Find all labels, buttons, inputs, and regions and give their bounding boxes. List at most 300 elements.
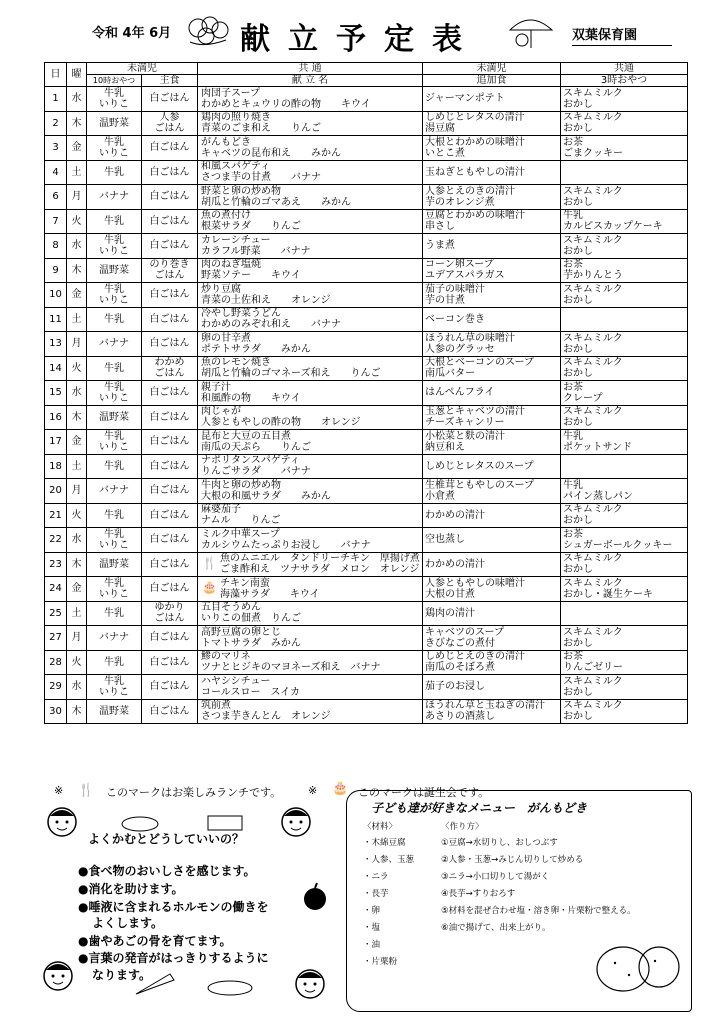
- extra-cell-line: コーン卵スープ: [425, 259, 494, 271]
- weekday-cell: [67, 258, 87, 283]
- snack3-cell-line: おかし: [563, 123, 593, 135]
- snack10-cell: [87, 307, 142, 332]
- weekday-cell: [67, 626, 87, 651]
- staple-cell: [142, 332, 198, 357]
- snack10-cell-line: 牛乳: [104, 362, 124, 374]
- extra-cell: [423, 479, 561, 504]
- snack10-cell-line: いりこ: [99, 441, 129, 453]
- day-cell: [45, 332, 67, 357]
- apple-icon: [300, 882, 330, 912]
- day-cell-line: 10: [49, 289, 62, 301]
- snack3-cell-line: おかし: [563, 686, 593, 698]
- extra-cell: [423, 87, 561, 112]
- weekday-cell-line: 火: [71, 656, 82, 668]
- child-umbrella-icon: [500, 14, 560, 54]
- menu-cell: [198, 307, 423, 332]
- day-cell: [45, 577, 67, 602]
- day-cell-line: 1: [52, 93, 59, 105]
- snack10-cell: [87, 552, 142, 577]
- snack3-cell: [561, 430, 688, 455]
- day-cell-line: 21: [49, 509, 62, 521]
- staple-cell: [142, 405, 198, 430]
- step-item: ③ニラ→小口切りして湯がく: [441, 872, 550, 882]
- weekday-cell-line: 木: [71, 705, 82, 717]
- snack10-cell-line: いりこ: [99, 294, 129, 306]
- staple-cell: [142, 381, 198, 406]
- snack3-cell-line: 牛乳: [563, 430, 583, 442]
- ingredient-item: ・油: [363, 940, 381, 950]
- table-row: [45, 136, 688, 161]
- weekday-cell-line: 土: [71, 460, 82, 472]
- day-cell: [45, 87, 67, 112]
- snack3-cell-line: スキムミルク: [563, 406, 623, 418]
- weekday-cell: [67, 136, 87, 161]
- snack3-cell-line: ポケットサンド: [563, 441, 632, 453]
- day-cell: [45, 381, 67, 406]
- weekday-cell: [67, 332, 87, 357]
- snack3-cell-line: スキムミルク: [563, 626, 623, 638]
- step-item: ⑤材料を混ぜ合わせ塩・溶き卵・片栗粉で整える。: [441, 906, 636, 916]
- menu-cell: [198, 552, 423, 577]
- snack10-cell-line: 牛乳: [104, 234, 124, 246]
- menu-table: [44, 62, 688, 724]
- day-cell-line: 15: [49, 387, 62, 399]
- staple-cell: [142, 699, 198, 724]
- day-cell: [45, 356, 67, 381]
- snack10-cell: [87, 577, 142, 602]
- menu-cell-line: 胡瓜と竹輪のゴマあえ みかん: [201, 196, 351, 208]
- snack10-cell: [87, 405, 142, 430]
- snack3-cell-line: スキムミルク: [563, 283, 623, 295]
- day-cell: [45, 626, 67, 651]
- staple-cell: [142, 601, 198, 626]
- menu-cell-line: ツナとヒジキのマヨネーズ和え バナナ: [201, 662, 381, 674]
- staple-cell-line: 白ごはん: [149, 485, 190, 497]
- weekday-cell-line: 火: [71, 215, 82, 227]
- snack10-cell-line: バナナ: [99, 632, 129, 644]
- cake-icon: 🎂: [202, 580, 217, 594]
- extra-cell-line: 人参とえのきの清汁: [425, 185, 515, 197]
- staple-cell-line: 白ごはん: [149, 289, 190, 301]
- snack10-cell: [87, 626, 142, 651]
- day-cell: [45, 454, 67, 479]
- extra-cell-line: 南瓜のそぼろ煮: [425, 662, 495, 674]
- snack10-cell: [87, 650, 142, 675]
- table-row: [45, 185, 688, 210]
- menu-cell-line: 南瓜の天ぷら りんご: [201, 441, 311, 453]
- menu-cell-line: 胡瓜と竹輪のゴマネーズ和え りんご: [201, 368, 381, 380]
- snack10-cell: [87, 381, 142, 406]
- menu-cell-line: 人参ともやしの酢の物 オレンジ: [201, 417, 361, 429]
- snack3-cell: [561, 111, 688, 136]
- day-cell: [45, 111, 67, 136]
- steps-head: 〈作り方〉: [441, 822, 484, 832]
- day-cell: [45, 650, 67, 675]
- weekday-cell-line: 金: [71, 583, 82, 595]
- chew-title: よくかむとどうしていいの？: [88, 832, 245, 846]
- weekday-cell: [67, 283, 87, 308]
- extra-cell-line: うま煮: [425, 240, 455, 252]
- snack10-cell: [87, 699, 142, 724]
- weekday-cell: [67, 479, 87, 504]
- staple-cell-line: 白ごはん: [149, 558, 190, 570]
- table-row: [45, 209, 688, 234]
- header-common: 共 通: [198, 63, 423, 75]
- menu-cell-line: コールスロー スイカ: [201, 686, 300, 698]
- fork-knife-icon: 🍴: [202, 555, 217, 570]
- table-row: [45, 601, 688, 626]
- menu-cell-line: ナムル りんご: [201, 515, 281, 527]
- day-cell: [45, 307, 67, 332]
- snack3-cell: [561, 356, 688, 381]
- staple-cell-line: 白ごはん: [149, 705, 190, 717]
- weekday-cell: [67, 503, 87, 528]
- extra-cell: [423, 601, 561, 626]
- menu-cell-line: 鶏肉の照り焼き: [201, 112, 271, 124]
- staple-cell-line: わかめ: [154, 357, 185, 369]
- extra-cell-line: 芋のオレンジ煮: [425, 196, 495, 208]
- staple-cell-line: ごはん: [154, 613, 185, 625]
- staple-cell: [142, 675, 198, 700]
- table-row: [45, 87, 688, 112]
- header-staple: 主食: [142, 75, 198, 87]
- weekday-cell: [67, 87, 87, 112]
- staple-cell-line: 白ごはん: [149, 632, 190, 644]
- extra-cell: [423, 675, 561, 700]
- snack3-cell-line: お茶: [563, 259, 583, 271]
- table-row: [45, 234, 688, 259]
- menu-cell: [198, 234, 423, 259]
- weekday-cell-line: 月: [71, 338, 82, 350]
- staple-cell: [142, 283, 198, 308]
- menu-cell: [198, 209, 423, 234]
- menu-cell-line: 和風スパゲティ: [201, 161, 271, 173]
- ingredient-item: ・人参、玉葱: [363, 855, 415, 865]
- menu-cell-line: 魚の煮付け: [201, 210, 251, 222]
- snack3-cell-line: お茶: [563, 381, 583, 393]
- snack10-cell-line: 牛乳: [104, 430, 124, 442]
- extra-cell: [423, 405, 561, 430]
- menu-cell-line: 筑前煮: [201, 700, 231, 712]
- extra-cell-line: ジャーマンポテト: [425, 93, 505, 105]
- snack3-cell-line: シュガーボールクッキー: [563, 539, 673, 551]
- chew-bullet-3a: ●唾液に含まれるホルモンの働きを: [78, 900, 269, 914]
- snack10-cell: [87, 675, 142, 700]
- day-cell-line: 17: [49, 436, 62, 448]
- weekday-cell: [67, 209, 87, 234]
- table-row: [45, 258, 688, 283]
- snack10-cell-line: 牛乳: [104, 87, 124, 99]
- extra-cell: [423, 454, 561, 479]
- extra-cell-line: 玉ねぎともやしの清汁: [425, 166, 525, 178]
- menu-cell-line: 根菜サラダ りんご: [201, 221, 301, 233]
- table-row: [45, 381, 688, 406]
- weekday-cell: [67, 650, 87, 675]
- snack3-cell-line: お茶: [563, 651, 583, 663]
- staple-cell: [142, 136, 198, 161]
- step-item: ②人参・玉葱→みじん切りして炒める: [441, 855, 584, 865]
- snack3-cell-line: 牛乳: [563, 210, 583, 222]
- snack10-cell-line: 牛乳: [104, 607, 124, 619]
- day-cell: [45, 699, 67, 724]
- staple-cell-line: 白ごはん: [149, 583, 190, 595]
- snack3-cell: [561, 283, 688, 308]
- day-cell-line: 18: [49, 460, 62, 472]
- weekday-cell: [67, 405, 87, 430]
- weekday-cell-line: 火: [71, 362, 82, 374]
- snack10-cell-line: いりこ: [99, 392, 129, 404]
- staple-cell: [142, 209, 198, 234]
- staple-cell-line: 白ごはん: [149, 387, 190, 399]
- extra-cell: [423, 258, 561, 283]
- day-cell-line: 2: [52, 117, 59, 129]
- snack10-cell-line: バナナ: [99, 485, 129, 497]
- snack3-cell-line: おかし・誕生ケーキ: [563, 588, 653, 600]
- weekday-cell: [67, 528, 87, 553]
- staple-cell: [142, 528, 198, 553]
- staple-cell: [142, 160, 198, 185]
- extra-cell-line: キャベツのスープ: [425, 626, 504, 638]
- chew-bullet-5b: なります。: [92, 968, 152, 982]
- snack10-cell-line: 牛乳: [104, 215, 124, 227]
- snack10-cell: [87, 454, 142, 479]
- day-cell-line: 30: [49, 705, 62, 717]
- menu-cell-line: 海藻サラダ キウイ: [220, 588, 320, 600]
- snack10-cell-line: いりこ: [99, 539, 129, 551]
- menu-cell-line: トマトサラダ みかん: [201, 637, 301, 649]
- menu-cell: [198, 111, 423, 136]
- weekday-cell: [67, 381, 87, 406]
- extra-cell: [423, 381, 561, 406]
- extra-cell: [423, 528, 561, 553]
- snack10-cell-line: 牛乳: [104, 577, 124, 589]
- ingredient-item: ・卵: [363, 906, 381, 916]
- menu-cell: [198, 87, 423, 112]
- children-food-icon: [40, 954, 340, 1010]
- day-cell-line: 29: [49, 681, 62, 693]
- day-cell-line: 8: [52, 240, 59, 252]
- snack10-cell-line: バナナ: [99, 191, 129, 203]
- hydrangea-icon: [184, 16, 232, 48]
- day-cell-line: 7: [52, 215, 59, 227]
- snack10-cell: [87, 528, 142, 553]
- staple-cell: [142, 87, 198, 112]
- menu-cell-line: 和風酢の物 キウイ: [201, 392, 301, 404]
- weekday-cell-line: 月: [71, 485, 82, 497]
- staple-cell: [142, 479, 198, 504]
- header-common-b: 共通: [561, 63, 688, 75]
- snack10-cell-line: 牛乳: [104, 313, 124, 325]
- menu-cell-line: ナポリタンスパゲティ: [201, 455, 300, 467]
- menu-cell: [198, 332, 423, 357]
- snack3-cell-line: お茶: [563, 136, 583, 148]
- menu-cell-line: チキン南蛮: [220, 577, 270, 589]
- menu-cell: [198, 136, 423, 161]
- snack3-cell-line: おかし: [563, 368, 593, 380]
- snack10-cell-line: いりこ: [99, 588, 129, 600]
- menu-cell: [198, 626, 423, 651]
- menu-cell: [198, 503, 423, 528]
- staple-cell-line: 白ごはん: [149, 509, 190, 521]
- staple-cell: [142, 430, 198, 455]
- staple-cell-line: ゆかり: [154, 602, 185, 614]
- table-row: [45, 552, 688, 577]
- menu-cell: [198, 405, 423, 430]
- menu-cell-line: 鯵のマリネ: [201, 651, 251, 663]
- snack10-cell: [87, 503, 142, 528]
- snack10-cell-line: 牛乳: [104, 528, 124, 540]
- extra-cell-line: ほうれん草の味噌汁: [425, 332, 515, 344]
- table-row: [45, 503, 688, 528]
- staple-cell-line: 白ごはん: [149, 313, 190, 325]
- snack3-cell: [561, 454, 688, 479]
- snack3-cell-line: パイン蒸しパン: [563, 490, 633, 502]
- day-cell-line: 13: [49, 338, 62, 350]
- snack3-cell-line: おかし: [563, 515, 593, 527]
- extra-cell-line: 大根とベーコンのスープ: [425, 357, 534, 369]
- snack3-cell: [561, 650, 688, 675]
- chew-bullet-5a: ●言葉の発音がはっきりするように: [78, 951, 269, 965]
- snack10-cell-line: 温野菜: [99, 117, 129, 129]
- header-snack10: 10時おやつ: [87, 75, 142, 87]
- menu-cell: [198, 577, 423, 602]
- menu-cell-line: 高野豆腐の卵とじ: [201, 626, 281, 638]
- snack10-cell: [87, 356, 142, 381]
- snack3-cell: [561, 479, 688, 504]
- weekday-cell-line: 金: [71, 142, 82, 154]
- menu-cell-line: 肉じゃが: [201, 406, 241, 418]
- staple-cell-line: 白ごはん: [149, 656, 190, 668]
- menu-cell-line: 肉団子スープ: [201, 87, 260, 99]
- day-cell-line: 25: [49, 607, 62, 619]
- menu-cell: [198, 381, 423, 406]
- snack3-cell: [561, 405, 688, 430]
- extra-cell: [423, 209, 561, 234]
- ingredient-list: [363, 835, 414, 971]
- menu-cell: [198, 283, 423, 308]
- header-extra: 追加食: [423, 75, 561, 87]
- snack3-cell: [561, 160, 688, 185]
- extra-cell-line: 生椎茸ともやしのスープ: [425, 479, 534, 491]
- menu-cell-line: 麻婆茄子: [201, 504, 241, 516]
- snack3-cell-line: スキムミルク: [563, 700, 623, 712]
- extra-cell-line: いとこ煮: [425, 147, 465, 159]
- weekday-cell: [67, 675, 87, 700]
- snack3-cell: [561, 209, 688, 234]
- weekday-cell-line: 土: [71, 607, 82, 619]
- menu-cell-line: 牛肉と卵の炒め物: [201, 479, 281, 491]
- menu-cell: [198, 430, 423, 455]
- snack10-cell: [87, 332, 142, 357]
- table-row: [45, 160, 688, 185]
- header-menu-name: 献 立 名: [198, 75, 423, 87]
- era-month: 令和 4年 6月: [92, 26, 172, 41]
- menu-cell: [198, 258, 423, 283]
- day-cell: [45, 209, 67, 234]
- snack3-cell-line: スキムミルク: [563, 553, 623, 565]
- day-cell: [45, 675, 67, 700]
- weekday-cell-line: 水: [71, 534, 82, 546]
- weekday-cell-line: 金: [71, 436, 82, 448]
- weekday-cell: [67, 185, 87, 210]
- extra-cell-line: 茄子のお浸し: [425, 681, 485, 693]
- menu-cell-line: ポテトサラダ みかん: [201, 343, 311, 355]
- day-cell-line: 16: [49, 411, 62, 423]
- weekday-cell-line: 金: [71, 289, 82, 301]
- weekday-cell: [67, 454, 87, 479]
- header-under3: 未満児: [87, 63, 198, 75]
- snack10-cell-line: 牛乳: [104, 675, 124, 687]
- weekday-cell-line: 木: [71, 117, 82, 129]
- menu-cell-line: 野菜ソテー キウイ: [201, 270, 301, 282]
- snack3-cell-line: おかし: [563, 711, 593, 723]
- snack10-cell: [87, 283, 142, 308]
- snack10-cell: [87, 234, 142, 259]
- snack3-cell: [561, 234, 688, 259]
- extra-cell: [423, 430, 561, 455]
- extra-cell-line: ほうれん草と玉ねぎの清汁: [425, 700, 545, 712]
- extra-cell-line: 湯豆腐: [425, 123, 455, 135]
- snack3-cell-line: おかし: [563, 245, 593, 257]
- snack3-cell-line: スキムミルク: [563, 112, 623, 124]
- snack10-cell-line: 牛乳: [104, 283, 124, 295]
- extra-cell-line: わかめの清汁: [425, 509, 485, 521]
- menu-cell-line: わかめとキュウリの酢の物 キウイ: [201, 98, 371, 110]
- day-cell: [45, 185, 67, 210]
- snack3-cell-line: お茶: [563, 528, 583, 540]
- snack10-cell-line: 温野菜: [99, 411, 129, 423]
- snack3-cell: [561, 528, 688, 553]
- day-cell-line: 27: [49, 632, 62, 644]
- extra-cell: [423, 626, 561, 651]
- ingredient-item: ・片栗粉: [363, 957, 398, 967]
- menu-cell-line: ミルク中華スープ: [201, 528, 280, 540]
- staple-cell-line: のり巻き: [149, 259, 190, 271]
- extra-cell: [423, 136, 561, 161]
- snack3-cell: [561, 577, 688, 602]
- weekday-cell-line: 月: [71, 632, 82, 644]
- menu-cell: [198, 699, 423, 724]
- snack3-cell-line: りんごゼリー: [563, 662, 623, 674]
- menu-cell-line: わかめのみぞれ和え バナナ: [201, 319, 341, 331]
- snack10-cell: [87, 111, 142, 136]
- menu-cell: [198, 479, 423, 504]
- day-cell: [45, 479, 67, 504]
- snack10-cell: [87, 258, 142, 283]
- staple-cell: [142, 650, 198, 675]
- chew-bullet-4: ●歯やあごの骨を育てます。: [78, 934, 232, 948]
- extra-cell-line: あさりの酒蒸し: [425, 711, 495, 723]
- table-row: [45, 111, 688, 136]
- menu-cell-line: カレーシチュー: [201, 234, 271, 246]
- weekday-cell: [67, 552, 87, 577]
- extra-cell: [423, 552, 561, 577]
- menu-cell: [198, 675, 423, 700]
- ingredient-head: 〈材料〉: [363, 822, 398, 832]
- table-row: [45, 405, 688, 430]
- day-cell-line: 3: [52, 142, 59, 154]
- snack3-cell-line: スキムミルク: [563, 185, 623, 197]
- menu-cell-line: さつま芋きんとん オレンジ: [201, 711, 331, 723]
- snack3-cell-line: ごまクッキー: [563, 147, 623, 159]
- menu-cell-line: カラフル野菜 バナナ: [201, 245, 311, 257]
- table-row: [45, 332, 688, 357]
- staple-cell-line: 白ごはん: [149, 460, 190, 472]
- snack3-cell: [561, 258, 688, 283]
- snack10-cell: [87, 160, 142, 185]
- note-mark-2: ※: [308, 784, 318, 797]
- snack10-cell-line: 温野菜: [99, 558, 129, 570]
